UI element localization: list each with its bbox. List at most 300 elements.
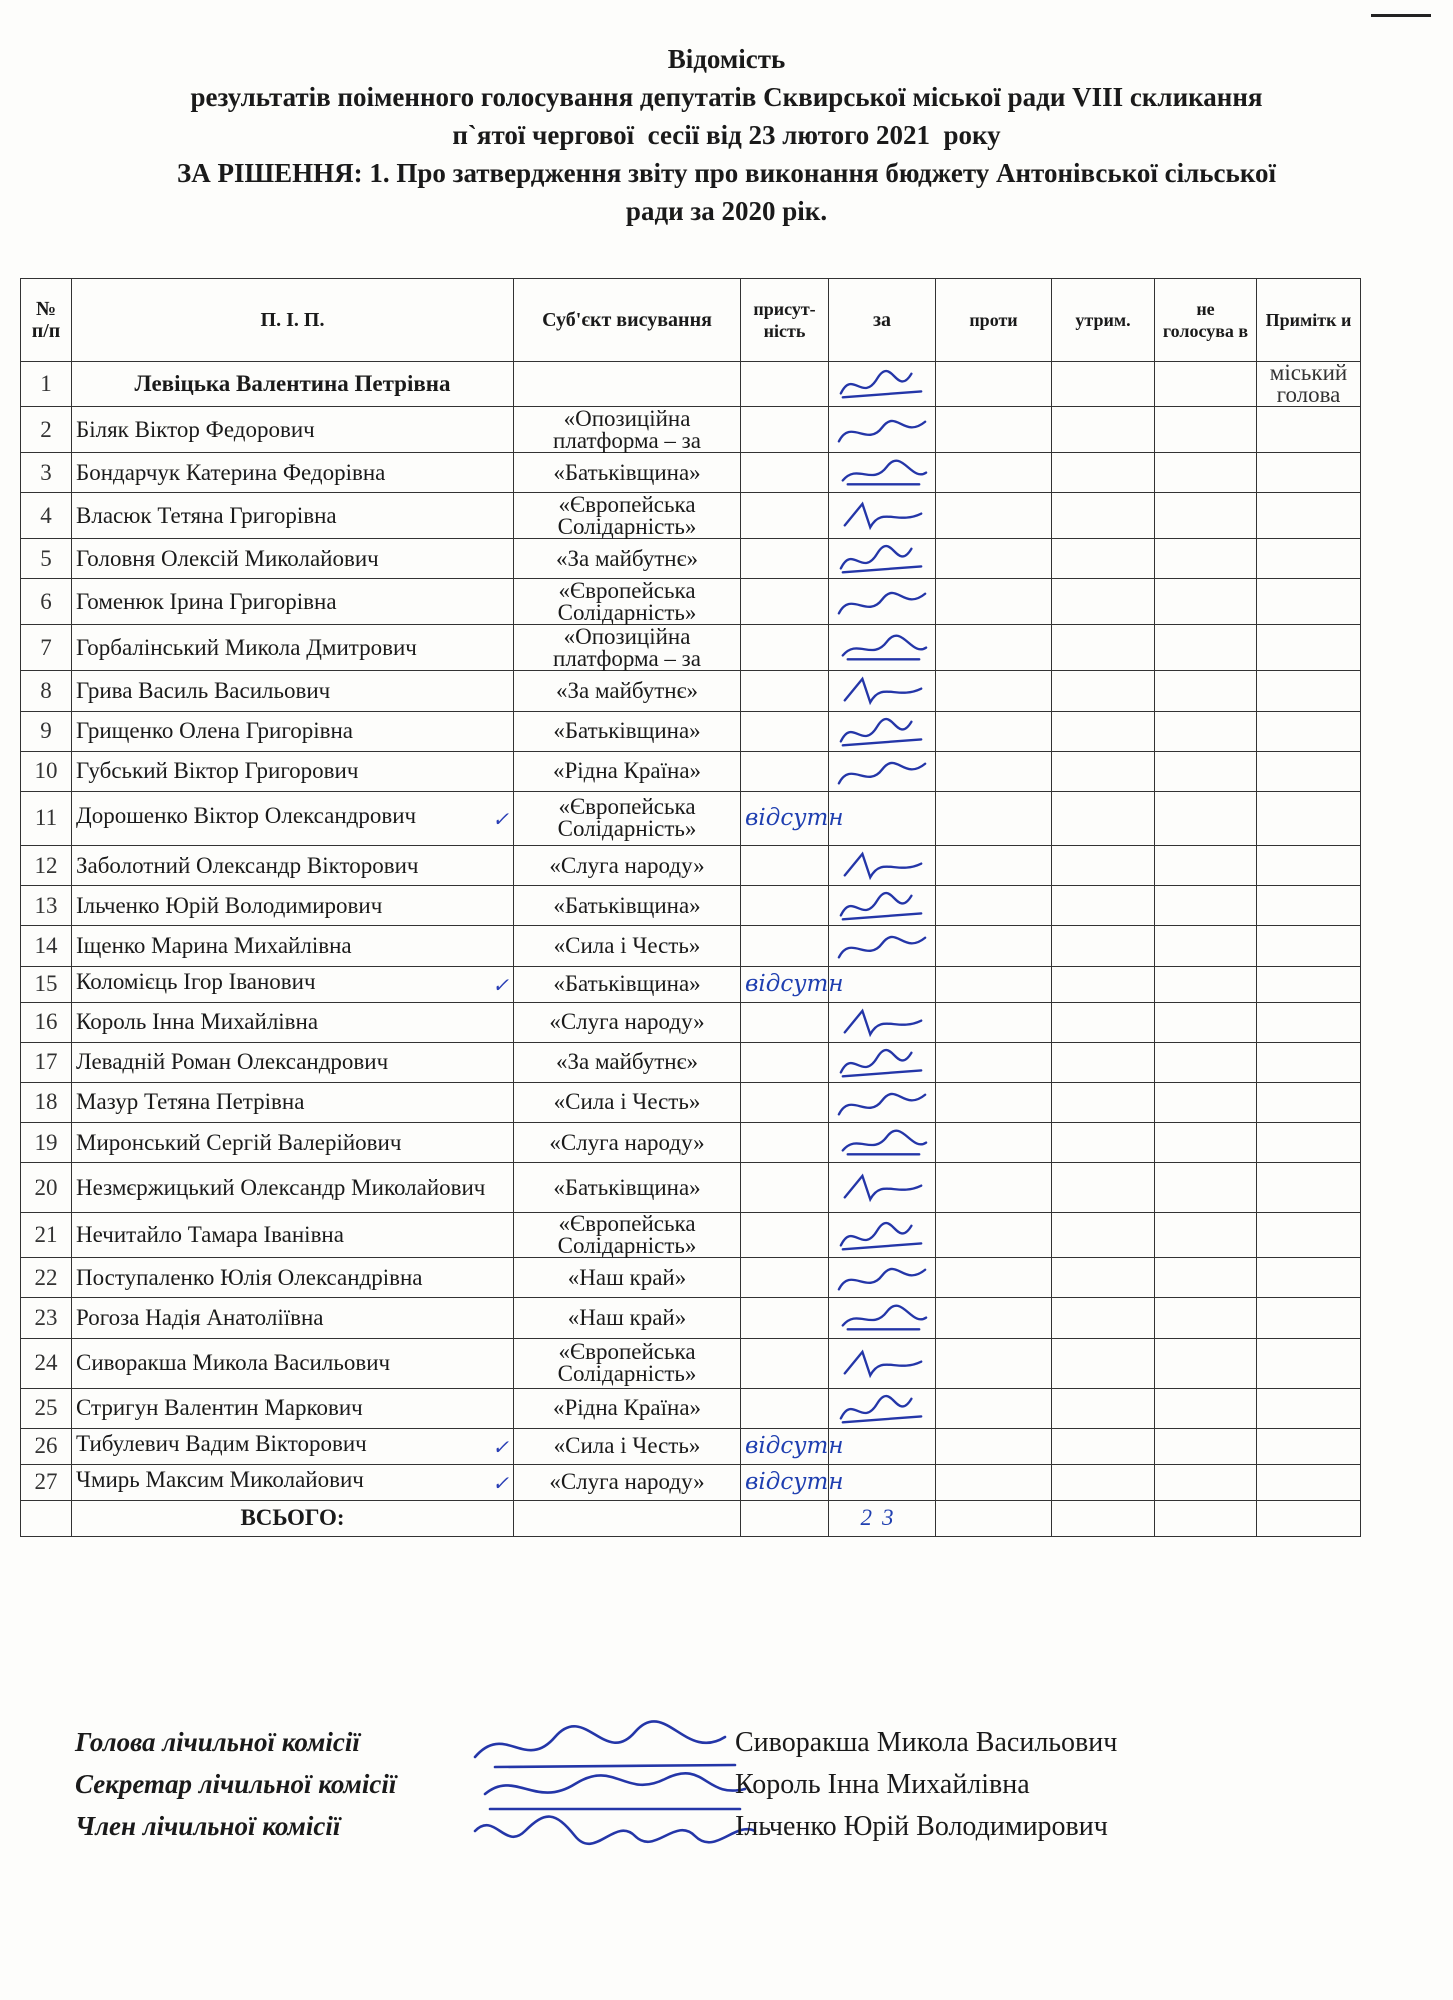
vote-for-cell bbox=[829, 751, 936, 791]
vote-for-cell bbox=[829, 1428, 936, 1464]
nominating-party: «Батьківщина» bbox=[514, 453, 741, 493]
vote-for-cell bbox=[829, 1082, 936, 1122]
signature-image bbox=[833, 1123, 931, 1162]
row-number: 14 bbox=[21, 926, 72, 966]
note-cell bbox=[1257, 1428, 1361, 1464]
row-number: 26 bbox=[21, 1428, 72, 1464]
vote-for-cell bbox=[829, 845, 936, 885]
vote-abstain-cell bbox=[1052, 671, 1155, 711]
vote-abstain-cell bbox=[1052, 1388, 1155, 1428]
signature-image bbox=[833, 712, 931, 751]
not-voted-cell bbox=[1155, 886, 1257, 926]
deputy-name-text: Губський Віктор Григорович bbox=[76, 758, 359, 784]
deputy-name-text: Незмєржицький Олександр Миколайович bbox=[76, 1174, 486, 1200]
presence-mark: відсутн bbox=[741, 791, 829, 845]
presence-mark bbox=[741, 1258, 829, 1298]
vote-table bbox=[20, 278, 1361, 1537]
total-spacer bbox=[21, 1500, 72, 1536]
table-row bbox=[21, 791, 1361, 845]
nominating-party: «Сила і Честь» bbox=[514, 1428, 741, 1464]
deputy-name bbox=[72, 1163, 514, 1213]
row-number: 25 bbox=[21, 1388, 72, 1428]
signature-image bbox=[833, 582, 931, 621]
note-cell bbox=[1257, 1338, 1361, 1388]
signature-image bbox=[833, 1258, 931, 1297]
deputy-name-text: Заболотний Олександр Вікторович bbox=[76, 852, 419, 878]
nominating-party: «Рідна Країна» bbox=[514, 751, 741, 791]
table-row bbox=[21, 407, 1361, 453]
signature-image bbox=[833, 1003, 931, 1042]
deputy-name bbox=[72, 1123, 514, 1163]
table-row bbox=[21, 1428, 1361, 1464]
check-mark: ✓ bbox=[492, 1473, 509, 1496]
check-mark: ✓ bbox=[492, 1437, 509, 1460]
vote-against-cell bbox=[936, 539, 1052, 579]
vote-against-cell bbox=[936, 579, 1052, 625]
signature-image bbox=[833, 1344, 931, 1383]
nominating-party: «За майбутнє» bbox=[514, 671, 741, 711]
vote-against-cell bbox=[936, 407, 1052, 453]
note-cell bbox=[1257, 579, 1361, 625]
deputy-name-text: Чмирь Максим Миколайович bbox=[76, 1467, 364, 1493]
nominating-party bbox=[514, 362, 741, 407]
presence-mark bbox=[741, 1042, 829, 1082]
vote-against-cell bbox=[936, 1002, 1052, 1042]
note-cell bbox=[1257, 1298, 1361, 1338]
not-voted-cell bbox=[1155, 1123, 1257, 1163]
row-number: 24 bbox=[21, 1338, 72, 1388]
table-row bbox=[21, 1123, 1361, 1163]
deputy-name-text: Король Інна Михайлівна bbox=[76, 1009, 319, 1035]
not-voted-cell bbox=[1155, 493, 1257, 539]
deputy-name-text: Сиворакша Микола Васильович bbox=[76, 1350, 391, 1376]
signature-image bbox=[833, 671, 931, 710]
not-voted-cell bbox=[1155, 926, 1257, 966]
vote-for-cell bbox=[829, 926, 936, 966]
vote-against-cell bbox=[936, 1213, 1052, 1258]
col-for: за bbox=[829, 279, 936, 362]
note-cell: міський голова bbox=[1257, 362, 1361, 407]
vote-abstain-cell bbox=[1052, 1428, 1155, 1464]
nominating-party: «Європейська Солідарність» bbox=[514, 1213, 741, 1258]
row-number: 3 bbox=[21, 453, 72, 493]
nominating-party: «Слуга народу» bbox=[514, 1123, 741, 1163]
deputy-name-text: Левадній Роман Олександрович bbox=[76, 1049, 389, 1075]
signature-image bbox=[833, 926, 931, 965]
commission-name: Сиворакша Микола Васильович bbox=[735, 1727, 1118, 1758]
nominating-party: «Батьківщина» bbox=[514, 1163, 741, 1213]
col-num: № п/п bbox=[21, 279, 72, 362]
note-cell bbox=[1257, 1082, 1361, 1122]
row-number: 10 bbox=[21, 751, 72, 791]
deputy-name bbox=[72, 711, 514, 751]
signature-image bbox=[833, 496, 931, 535]
vote-against-cell bbox=[936, 791, 1052, 845]
decision-title: ЗА РІШЕННЯ: 1. Про затвердження звіту про виконання бюджету Антонівської сільської bbox=[176, 158, 1277, 188]
table-row bbox=[21, 966, 1361, 1002]
deputy-name bbox=[72, 1428, 514, 1464]
note-cell bbox=[1257, 1464, 1361, 1500]
row-number: 2 bbox=[21, 407, 72, 453]
vote-for-cell bbox=[829, 362, 936, 407]
vote-abstain-cell bbox=[1052, 579, 1155, 625]
table-row bbox=[21, 1464, 1361, 1500]
vote-against-cell bbox=[936, 453, 1052, 493]
presence-mark bbox=[741, 407, 829, 453]
row-number: 16 bbox=[21, 1002, 72, 1042]
not-voted-cell bbox=[1155, 711, 1257, 751]
note-cell bbox=[1257, 1123, 1361, 1163]
vote-against-cell bbox=[936, 1082, 1052, 1122]
vote-abstain-cell bbox=[1052, 1338, 1155, 1388]
deputy-name-text: Тибулевич Вадим Вікторович bbox=[76, 1431, 367, 1457]
document-title: Відомість bbox=[667, 44, 786, 74]
signature-image bbox=[833, 1168, 931, 1207]
deputy-name-text: Ільченко Юрій Володимирович bbox=[76, 892, 383, 918]
note-cell bbox=[1257, 625, 1361, 671]
deputy-name bbox=[72, 886, 514, 926]
nominating-party: «Європейська Солідарність» bbox=[514, 579, 741, 625]
vote-abstain-cell bbox=[1052, 926, 1155, 966]
deputy-name bbox=[72, 1464, 514, 1500]
vote-against-cell bbox=[936, 711, 1052, 751]
vote-for-cell bbox=[829, 966, 936, 1002]
not-voted-cell bbox=[1155, 407, 1257, 453]
note-cell bbox=[1257, 886, 1361, 926]
signature-image bbox=[833, 628, 931, 667]
presence-mark bbox=[741, 493, 829, 539]
vote-for-cell bbox=[829, 1338, 936, 1388]
table-row bbox=[21, 362, 1361, 407]
row-number: 9 bbox=[21, 711, 72, 751]
nominating-party: «Європейська Солідарність» bbox=[514, 791, 741, 845]
deputy-name-text: Гоменюк Ірина Григорівна bbox=[76, 588, 337, 614]
not-voted-cell bbox=[1155, 791, 1257, 845]
vote-abstain-cell bbox=[1052, 1213, 1155, 1258]
check-mark: ✓ bbox=[492, 975, 509, 997]
deputy-name-text: Біляк Віктор Федорович bbox=[76, 416, 315, 442]
vote-for-cell bbox=[829, 1123, 936, 1163]
table-row bbox=[21, 845, 1361, 885]
vote-for-cell bbox=[829, 791, 936, 845]
signature-image bbox=[465, 1801, 765, 1861]
col-against: проти bbox=[936, 279, 1052, 362]
note-cell bbox=[1257, 926, 1361, 966]
presence-mark bbox=[741, 579, 829, 625]
not-voted-cell bbox=[1155, 966, 1257, 1002]
note-cell bbox=[1257, 407, 1361, 453]
nominating-party: «За майбутнє» bbox=[514, 539, 741, 579]
commission-name: Король Інна Михайлівна bbox=[735, 1769, 1030, 1800]
presence-mark: відсутн bbox=[741, 1428, 829, 1464]
document-subtitle-line-2: п`ятої чергової сесії від 23 лютого 2021 року bbox=[452, 120, 1001, 150]
row-number: 19 bbox=[21, 1123, 72, 1163]
vote-for-cell bbox=[829, 579, 936, 625]
signature-image bbox=[833, 1216, 931, 1255]
nominating-party: «Сила і Честь» bbox=[514, 926, 741, 966]
total-for-value: 23 bbox=[829, 1500, 936, 1536]
signature-image bbox=[833, 410, 931, 449]
vote-against-cell bbox=[936, 1464, 1052, 1500]
not-voted-cell bbox=[1155, 1082, 1257, 1122]
not-voted-cell bbox=[1155, 1042, 1257, 1082]
vote-abstain-cell bbox=[1052, 1123, 1155, 1163]
vote-abstain-cell bbox=[1052, 407, 1155, 453]
row-number: 23 bbox=[21, 1298, 72, 1338]
deputy-name-text: Іщенко Марина Михайлівна bbox=[76, 932, 352, 958]
vote-against-cell bbox=[936, 751, 1052, 791]
deputy-name-text: Поступаленко Юлія Олександрівна bbox=[76, 1264, 423, 1290]
note-cell bbox=[1257, 671, 1361, 711]
vote-for-cell bbox=[829, 886, 936, 926]
vote-against-cell bbox=[936, 625, 1052, 671]
row-number: 15 bbox=[21, 966, 72, 1002]
signature-image bbox=[833, 1043, 931, 1082]
presence-mark: відсутн bbox=[741, 1464, 829, 1500]
deputy-name-text: Власюк Тетяна Григорівна bbox=[76, 502, 337, 528]
col-note: Примітк и bbox=[1257, 279, 1361, 362]
table-row bbox=[21, 1298, 1361, 1338]
vote-abstain-cell bbox=[1052, 539, 1155, 579]
table-row bbox=[21, 493, 1361, 539]
table-row bbox=[21, 1082, 1361, 1122]
deputy-name bbox=[72, 407, 514, 453]
vote-against-cell bbox=[936, 966, 1052, 1002]
not-voted-cell bbox=[1155, 1338, 1257, 1388]
vote-for-cell bbox=[829, 711, 936, 751]
note-cell bbox=[1257, 845, 1361, 885]
deputy-name-text: Стригун Валентин Маркович bbox=[76, 1395, 363, 1421]
row-number: 21 bbox=[21, 1213, 72, 1258]
table-row bbox=[21, 579, 1361, 625]
vote-for-cell bbox=[829, 1002, 936, 1042]
total-against bbox=[936, 1500, 1052, 1536]
note-cell bbox=[1257, 1213, 1361, 1258]
vote-abstain-cell bbox=[1052, 886, 1155, 926]
note-cell bbox=[1257, 493, 1361, 539]
vote-against-cell bbox=[936, 362, 1052, 407]
vote-for-cell bbox=[829, 1163, 936, 1213]
vote-against-cell bbox=[936, 845, 1052, 885]
not-voted-cell bbox=[1155, 579, 1257, 625]
signature-image bbox=[833, 1389, 931, 1428]
nominating-party: «За майбутнє» bbox=[514, 1042, 741, 1082]
presence-mark bbox=[741, 845, 829, 885]
deputy-name bbox=[72, 1298, 514, 1338]
row-number: 7 bbox=[21, 625, 72, 671]
vote-table-header bbox=[21, 279, 1361, 362]
vote-abstain-cell bbox=[1052, 966, 1155, 1002]
table-row bbox=[21, 1388, 1361, 1428]
vote-abstain-cell bbox=[1052, 493, 1155, 539]
nominating-party: «Європейська Солідарність» bbox=[514, 1338, 741, 1388]
signature-image bbox=[833, 364, 931, 403]
note-cell bbox=[1257, 966, 1361, 1002]
row-number: 4 bbox=[21, 493, 72, 539]
note-cell bbox=[1257, 1042, 1361, 1082]
deputy-name bbox=[72, 1002, 514, 1042]
row-number: 1 bbox=[21, 362, 72, 407]
table-row bbox=[21, 1213, 1361, 1258]
deputy-name-text: Головня Олексій Миколайович bbox=[76, 545, 379, 571]
deputy-name bbox=[72, 791, 514, 845]
corner-mark bbox=[1371, 14, 1431, 17]
vote-table-body bbox=[21, 362, 1361, 1501]
col-name: П. І. П. bbox=[72, 279, 514, 362]
vote-abstain-cell bbox=[1052, 1298, 1155, 1338]
deputy-name bbox=[72, 1338, 514, 1388]
commission-role: Член лічильної комісії bbox=[75, 1811, 341, 1841]
deputy-name bbox=[72, 453, 514, 493]
nominating-party: «Слуга народу» bbox=[514, 1464, 741, 1500]
presence-mark bbox=[741, 539, 829, 579]
vote-against-cell bbox=[936, 1428, 1052, 1464]
deputy-name bbox=[72, 493, 514, 539]
presence-mark bbox=[741, 1163, 829, 1213]
nominating-party: «Європейська Солідарність» bbox=[514, 493, 741, 539]
deputy-name-text: Мазур Тетяна Петрівна bbox=[76, 1089, 305, 1115]
vote-abstain-cell bbox=[1052, 1042, 1155, 1082]
vote-against-cell bbox=[936, 1258, 1052, 1298]
vote-abstain-cell bbox=[1052, 711, 1155, 751]
vote-against-cell bbox=[936, 1163, 1052, 1213]
note-cell bbox=[1257, 539, 1361, 579]
document-subtitle-line-1: результатів поіменного голосування депутатів Сквирської міської ради VIII скликання bbox=[190, 82, 1263, 112]
nominating-party: «Опозиційна платформа – за bbox=[514, 407, 741, 453]
vote-abstain-cell bbox=[1052, 453, 1155, 493]
signature-image bbox=[833, 846, 931, 885]
vote-for-cell bbox=[829, 1298, 936, 1338]
row-number: 22 bbox=[21, 1258, 72, 1298]
vote-against-cell bbox=[936, 1123, 1052, 1163]
vote-for-cell bbox=[829, 407, 936, 453]
table-row bbox=[21, 671, 1361, 711]
presence-mark bbox=[741, 1388, 829, 1428]
note-cell bbox=[1257, 711, 1361, 751]
col-not-voted: не голосува в bbox=[1155, 279, 1257, 362]
vote-against-cell bbox=[936, 1338, 1052, 1388]
table-row bbox=[21, 625, 1361, 671]
nominating-party: «Наш край» bbox=[514, 1258, 741, 1298]
table-row bbox=[21, 886, 1361, 926]
row-number: 13 bbox=[21, 886, 72, 926]
not-voted-cell bbox=[1155, 625, 1257, 671]
deputy-name-text: Левіцька Валентина Петрівна bbox=[134, 371, 451, 396]
not-voted-cell bbox=[1155, 539, 1257, 579]
vote-for-cell bbox=[829, 453, 936, 493]
vote-against-cell bbox=[936, 1042, 1052, 1082]
row-number: 18 bbox=[21, 1082, 72, 1122]
not-voted-cell bbox=[1155, 1002, 1257, 1042]
deputy-name bbox=[72, 966, 514, 1002]
deputy-name-text: Коломієць Ігор Іванович bbox=[76, 969, 316, 994]
vote-for-cell bbox=[829, 671, 936, 711]
table-row bbox=[21, 751, 1361, 791]
presence-mark bbox=[741, 453, 829, 493]
vote-for-cell bbox=[829, 539, 936, 579]
vote-against-cell bbox=[936, 671, 1052, 711]
deputy-name bbox=[72, 1213, 514, 1258]
vote-abstain-cell bbox=[1052, 845, 1155, 885]
commission-name: Ільченко Юрій Володимирович bbox=[735, 1811, 1108, 1842]
total-present bbox=[741, 1500, 829, 1536]
deputy-name bbox=[72, 845, 514, 885]
nominating-party: «Сила і Честь» bbox=[514, 1082, 741, 1122]
table-row bbox=[21, 926, 1361, 966]
counting-commission bbox=[0, 1727, 1453, 1877]
signature-image bbox=[833, 1298, 931, 1337]
total-not-voted bbox=[1155, 1500, 1257, 1536]
deputy-name bbox=[72, 625, 514, 671]
decision-title-cont: ради за 2020 рік. bbox=[625, 196, 828, 226]
signature-image bbox=[833, 1083, 931, 1122]
deputy-name bbox=[72, 671, 514, 711]
deputy-name bbox=[72, 1042, 514, 1082]
signature-image bbox=[833, 886, 931, 925]
col-subject: Суб'єкт висування bbox=[514, 279, 741, 362]
vote-for-cell bbox=[829, 1388, 936, 1428]
nominating-party: «Опозиційна платформа – за bbox=[514, 625, 741, 671]
not-voted-cell bbox=[1155, 845, 1257, 885]
table-row bbox=[21, 711, 1361, 751]
note-cell bbox=[1257, 1258, 1361, 1298]
note-cell bbox=[1257, 453, 1361, 493]
not-voted-cell bbox=[1155, 362, 1257, 407]
presence-mark bbox=[741, 1338, 829, 1388]
row-number: 20 bbox=[21, 1163, 72, 1213]
row-number: 11 bbox=[21, 791, 72, 845]
deputy-name bbox=[72, 539, 514, 579]
vote-against-cell bbox=[936, 493, 1052, 539]
not-voted-cell bbox=[1155, 751, 1257, 791]
not-voted-cell bbox=[1155, 1464, 1257, 1500]
row-number: 12 bbox=[21, 845, 72, 885]
deputy-name bbox=[72, 579, 514, 625]
vote-abstain-cell bbox=[1052, 791, 1155, 845]
total-label: ВСЬОГО: bbox=[72, 1500, 514, 1536]
note-cell bbox=[1257, 1002, 1361, 1042]
deputy-name-text: Бондарчук Катерина Федорівна bbox=[76, 459, 386, 485]
presence-mark bbox=[741, 751, 829, 791]
total-abstain bbox=[1052, 1500, 1155, 1536]
total-subject bbox=[514, 1500, 741, 1536]
deputy-name bbox=[72, 1082, 514, 1122]
signature-image bbox=[833, 752, 931, 791]
deputy-name bbox=[72, 926, 514, 966]
not-voted-cell bbox=[1155, 453, 1257, 493]
table-row bbox=[21, 1338, 1361, 1388]
deputy-name-text: Нечитайло Тамара Іванівна bbox=[76, 1222, 344, 1248]
deputy-name-text: Рогоза Надія Анатоліївна bbox=[76, 1305, 324, 1331]
not-voted-cell bbox=[1155, 1428, 1257, 1464]
vote-abstain-cell bbox=[1052, 1002, 1155, 1042]
vote-abstain-cell bbox=[1052, 1464, 1155, 1500]
commission-role: Голова лічильної комісії bbox=[75, 1727, 360, 1757]
note-cell bbox=[1257, 1388, 1361, 1428]
presence-mark bbox=[741, 711, 829, 751]
vote-against-cell bbox=[936, 1298, 1052, 1338]
presence-mark bbox=[741, 1123, 829, 1163]
deputy-name bbox=[72, 362, 514, 407]
vote-abstain-cell bbox=[1052, 362, 1155, 407]
vote-for-cell bbox=[829, 1258, 936, 1298]
vote-for-cell bbox=[829, 1464, 936, 1500]
presence-mark bbox=[741, 362, 829, 407]
col-present: присут-ність bbox=[741, 279, 829, 362]
vote-abstain-cell bbox=[1052, 751, 1155, 791]
presence-mark bbox=[741, 926, 829, 966]
nominating-party: «Наш край» bbox=[514, 1298, 741, 1338]
